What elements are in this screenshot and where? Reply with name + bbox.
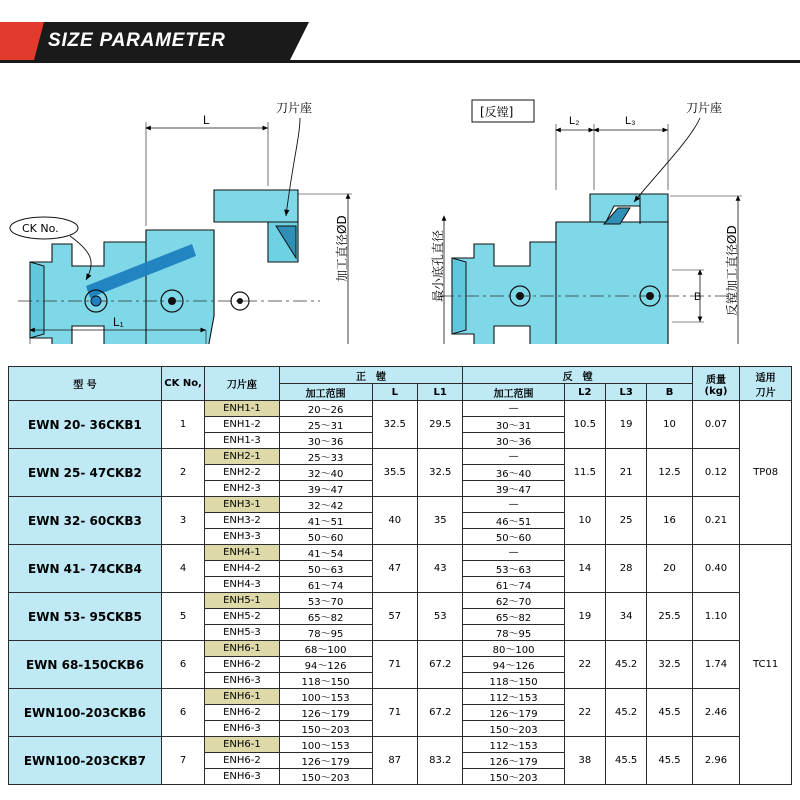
cell-holder: ENH4-3 [205, 577, 279, 593]
label-dim-L2: L₂ [569, 115, 580, 127]
page-title: SIZE PARAMETER [48, 30, 226, 51]
cell-holder: ENH3-2 [205, 513, 279, 529]
cell-ck-no: 2 [161, 449, 204, 497]
cell-reverse-range: 62～70 [463, 593, 564, 609]
cell-ck-no: 1 [161, 401, 204, 449]
cell-reverse-range: — [463, 401, 564, 417]
cell-holder: ENH1-1 [205, 401, 279, 417]
cell-L2: 11.5 [564, 449, 605, 497]
cell-reverse-range: 150～203 [463, 769, 564, 785]
cell-L: 47 [372, 545, 417, 593]
label-dim-L1: L₁ [113, 315, 124, 329]
th-L3: L3 [605, 384, 646, 401]
cell-L1: 35 [418, 497, 463, 545]
cell-L1: 67.2 [418, 641, 463, 689]
cell-holder: ENH5-3 [205, 625, 279, 641]
cell-holder: ENH6-3 [205, 769, 279, 785]
cell-holder: ENH4-2 [205, 561, 279, 577]
th-forward-range: 加工范围 [279, 384, 372, 401]
cell-reverse-range: 50～60 [463, 529, 564, 545]
label-insert-holder-right: 刀片座 [686, 101, 723, 115]
cell-L: 57 [372, 593, 417, 641]
cell-forward-range: 41～51 [279, 513, 372, 529]
cell-model: EWN 41- 74CKB4 [9, 545, 162, 593]
th-weight-line1: 质量 [705, 374, 726, 386]
th-insert [740, 367, 792, 401]
cell-forward-range: 50～60 [279, 529, 372, 545]
cell-L1: 43 [418, 545, 463, 593]
th-ck-no: CK No, [161, 367, 204, 401]
cell-L: 32.5 [372, 401, 417, 449]
table-row [9, 593, 792, 609]
cell-B: 45.5 [647, 689, 692, 737]
cell-forward-range: 41～54 [279, 545, 372, 561]
cell-L3: 34 [605, 593, 646, 641]
cell-forward-range: 32～40 [279, 465, 372, 481]
cell-weight: 0.07 [692, 401, 740, 449]
cell-B: 16 [647, 497, 692, 545]
label-dim-L3: L₃ [625, 115, 636, 127]
cell-forward-range: 100～153 [279, 689, 372, 705]
cell-forward-range: 61～74 [279, 577, 372, 593]
cell-holder: ENH4-1 [205, 545, 279, 561]
cell-B: 10 [647, 401, 692, 449]
table-row [9, 449, 792, 465]
cell-model: EWN100-203CKB6 [9, 689, 162, 737]
cell-reverse-range: 30～31 [463, 417, 564, 433]
cell-reverse-range: 112～153 [463, 737, 564, 753]
cell-weight: 1.10 [692, 593, 740, 641]
cell-model: EWN 32- 60CKB3 [9, 497, 162, 545]
cell-reverse-range: 112～153 [463, 689, 564, 705]
cell-L1: 53 [418, 593, 463, 641]
cell-L3: 45.2 [605, 689, 646, 737]
cell-forward-range: 126～179 [279, 705, 372, 721]
cell-reverse-range: 126～179 [463, 705, 564, 721]
left-view-body [10, 118, 352, 344]
cell-forward-range: 50～63 [279, 561, 372, 577]
cell-holder: ENH1-3 [205, 433, 279, 449]
drawing-area [0, 66, 800, 344]
cell-ck-no: 6 [161, 641, 204, 689]
cell-B: 25.5 [647, 593, 692, 641]
cell-holder: ENH6-3 [205, 721, 279, 737]
cell-insert-type: TC11 [740, 545, 792, 785]
cell-B: 45.5 [647, 737, 692, 785]
cell-holder: ENH6-2 [205, 753, 279, 769]
label-min-bore-dia: 最小底孔直径 [431, 229, 445, 302]
th-insert-line1: 适用 [755, 372, 776, 384]
right-view-body [440, 100, 746, 344]
cell-holder: ENH3-3 [205, 529, 279, 545]
cell-reverse-range: 53～63 [463, 561, 564, 577]
cell-forward-range: 78～95 [279, 625, 372, 641]
cell-holder: ENH6-2 [205, 657, 279, 673]
cell-weight: 2.96 [692, 737, 740, 785]
cell-holder: ENH2-1 [205, 449, 279, 465]
cell-holder: ENH5-2 [205, 609, 279, 625]
th-weight [692, 367, 740, 401]
th-holder: 刀片座 [205, 367, 279, 401]
cell-L1: 32.5 [418, 449, 463, 497]
cell-holder: ENH6-1 [205, 641, 279, 657]
cell-reverse-range: — [463, 449, 564, 465]
cell-L1: 83.2 [418, 737, 463, 785]
cell-model: EWN 68-150CKB6 [9, 641, 162, 689]
table-header-row-1 [9, 367, 792, 384]
cell-L2: 22 [564, 641, 605, 689]
cell-L1: 29.5 [418, 401, 463, 449]
cell-weight: 2.46 [692, 689, 740, 737]
cell-holder: ENH2-3 [205, 481, 279, 497]
table-row [9, 401, 792, 417]
cell-holder: ENH2-2 [205, 465, 279, 481]
cell-L: 87 [372, 737, 417, 785]
th-model: 型 号 [9, 367, 162, 401]
label-dim-B: B [694, 291, 702, 303]
cell-L: 35.5 [372, 449, 417, 497]
cell-holder: ENH3-1 [205, 497, 279, 513]
cell-reverse-range: 46～51 [463, 513, 564, 529]
spec-table-wrapper [8, 366, 792, 785]
cell-ck-no: 5 [161, 593, 204, 641]
cell-reverse-range: 36～40 [463, 465, 564, 481]
cell-reverse-range: — [463, 545, 564, 561]
cell-forward-range: 25～33 [279, 449, 372, 465]
th-insert-line2: 刀片 [755, 387, 776, 399]
cell-reverse-range: 65～82 [463, 609, 564, 625]
cell-forward-range: 68～100 [279, 641, 372, 657]
cell-L: 71 [372, 641, 417, 689]
table-row [9, 497, 792, 513]
cell-L1: 67.2 [418, 689, 463, 737]
cell-B: 32.5 [647, 641, 692, 689]
th-L: L [372, 384, 417, 401]
cell-L3: 25 [605, 497, 646, 545]
label-back-bore-dia: 反镗加工直径ØD [725, 225, 739, 316]
cell-weight: 0.40 [692, 545, 740, 593]
cell-L3: 28 [605, 545, 646, 593]
cell-reverse-range: 61～74 [463, 577, 564, 593]
cell-model: EWN100-203CKB7 [9, 737, 162, 785]
cell-reverse-range: 78～95 [463, 625, 564, 641]
cell-reverse-range: — [463, 497, 564, 513]
cell-weight: 1.74 [692, 641, 740, 689]
header-accent-shape [0, 22, 34, 60]
cell-forward-range: 94～126 [279, 657, 372, 673]
label-machining-dia: 加工直径ØD [335, 215, 349, 282]
cell-reverse-range: 30～36 [463, 433, 564, 449]
cell-L2: 14 [564, 545, 605, 593]
cell-forward-range: 65～82 [279, 609, 372, 625]
cell-holder: ENH5-1 [205, 593, 279, 609]
cell-forward-range: 126～179 [279, 753, 372, 769]
cell-forward-range: 25～31 [279, 417, 372, 433]
cell-L2: 38 [564, 737, 605, 785]
cell-reverse-range: 94～126 [463, 657, 564, 673]
cell-reverse-range: 39～47 [463, 481, 564, 497]
cell-forward-range: 118～150 [279, 673, 372, 689]
spec-table [8, 366, 792, 785]
cell-L: 71 [372, 689, 417, 737]
table-row [9, 737, 792, 753]
cell-L2: 19 [564, 593, 605, 641]
cell-ck-no: 6 [161, 689, 204, 737]
cell-holder: ENH6-3 [205, 673, 279, 689]
label-reverse-bore-title: [反镗] [480, 105, 514, 119]
technical-drawing [0, 66, 800, 344]
table-row [9, 545, 792, 561]
cell-L3: 19 [605, 401, 646, 449]
th-reverse-bore: 反 镗 [463, 367, 692, 384]
cell-insert-type: TP08 [740, 401, 792, 545]
cell-forward-range: 30～36 [279, 433, 372, 449]
label-ck-no: CK No. [22, 222, 59, 235]
cell-model: EWN 20- 36CKB1 [9, 401, 162, 449]
cell-weight: 0.12 [692, 449, 740, 497]
table-body [9, 401, 792, 785]
cell-forward-range: 39～47 [279, 481, 372, 497]
cell-forward-range: 32～42 [279, 497, 372, 513]
cell-weight: 0.21 [692, 497, 740, 545]
cell-forward-range: 150～203 [279, 769, 372, 785]
cell-holder: ENH1-2 [205, 417, 279, 433]
cell-holder: ENH6-2 [205, 705, 279, 721]
cell-L3: 45.2 [605, 641, 646, 689]
cell-forward-range: 100～153 [279, 737, 372, 753]
cell-holder: ENH6-1 [205, 689, 279, 705]
cell-forward-range: 53～70 [279, 593, 372, 609]
cell-L2: 10 [564, 497, 605, 545]
cell-L3: 45.5 [605, 737, 646, 785]
cell-reverse-range: 80～100 [463, 641, 564, 657]
table-row [9, 641, 792, 657]
cell-L2: 10.5 [564, 401, 605, 449]
th-B: B [647, 384, 692, 401]
cell-L2: 22 [564, 689, 605, 737]
cell-forward-range: 150～203 [279, 721, 372, 737]
label-insert-holder-left: 刀片座 [276, 101, 313, 115]
cell-reverse-range: 118～150 [463, 673, 564, 689]
cell-forward-range: 20～26 [279, 401, 372, 417]
cell-L: 40 [372, 497, 417, 545]
cell-reverse-range: 150～203 [463, 721, 564, 737]
cell-B: 20 [647, 545, 692, 593]
cell-B: 12.5 [647, 449, 692, 497]
th-L1: L1 [418, 384, 463, 401]
th-L2: L2 [564, 384, 605, 401]
cell-ck-no: 3 [161, 497, 204, 545]
header-divider [0, 60, 800, 63]
cell-holder: ENH6-1 [205, 737, 279, 753]
cell-L3: 21 [605, 449, 646, 497]
th-forward-bore: 正 镗 [279, 367, 463, 384]
cell-ck-no: 7 [161, 737, 204, 785]
table-row [9, 689, 792, 705]
cell-model: EWN 53- 95CKB5 [9, 593, 162, 641]
cell-model: EWN 25- 47CKB2 [9, 449, 162, 497]
cell-ck-no: 4 [161, 545, 204, 593]
cell-reverse-range: 126～179 [463, 753, 564, 769]
label-dim-L: L [203, 113, 210, 127]
th-weight-line2: (kg) [704, 385, 728, 397]
th-reverse-range: 加工范围 [463, 384, 564, 401]
